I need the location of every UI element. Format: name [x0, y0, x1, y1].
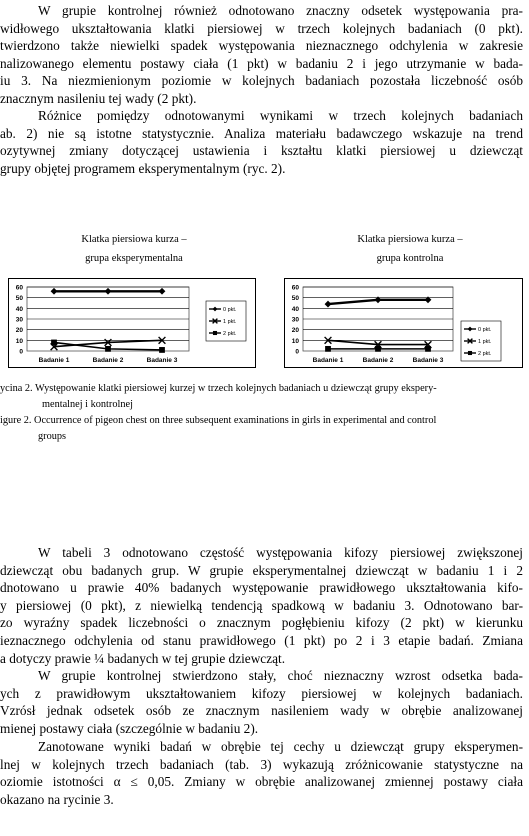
text-line: ozytywnej zmiany dotyczącej ustawienia i kształtu klatki piersiowej u dziewcząt: [0, 143, 523, 159]
data-point: [325, 346, 331, 352]
figure-caption: [0, 381, 529, 445]
text-line: okazano na rycinie 3.: [0, 791, 114, 807]
x-tick-label: Badanie 2: [92, 357, 124, 364]
text-line: nalizowanego elementu postawy ciała (1 pkt) w badaniu 2 i jego utrzymanie w bada-: [0, 55, 523, 71]
paragraph-3: [0, 544, 523, 667]
text-line: oziomie istotności α ≤ 0,05. Zmiany w obrębie analizowanej zmiennej postawy ciała: [0, 774, 523, 790]
caption-pl-line-1: ycina 2. Występowanie klatki piersiowej kurzej w trzech kolejnych badaniach u dziewcząt grupy ekspery-: [0, 383, 437, 394]
chart-2-svg: [285, 279, 522, 367]
text-line: ieznacznego odchylenia od stanu prawidłowego (1 pkt) po 2 i 3 etapie badań. Zmiana: [0, 632, 523, 648]
y-tick-label: 40: [15, 305, 23, 313]
text-line: Różnice pomiędzy odnotowanymi wynikami w trzech kolejnych badaniach: [38, 108, 523, 123]
y-tick-label: 60: [15, 284, 23, 292]
y-tick-label: 30: [291, 316, 299, 324]
y-tick-label: 0: [295, 348, 299, 356]
text-line: mienej postawy ciała (szczególnie w badaniu 2).: [0, 720, 259, 736]
caption-en-line-1: igure 2. Occurrence of pigeon chest on three subsequent examinations in girls in experimental and control: [0, 415, 437, 426]
chart-1-subtitle: grupa eksperymentalna: [85, 253, 183, 264]
text-line: W grupie kontrolnej również odnotowano znaczny odsetek występowania pra-: [38, 3, 523, 18]
text-line: ych z prawidłowym ukształtowaniem kifozy piersiowej w kolejnych badaniach.: [0, 685, 523, 701]
text-line: grupy objętej programem eksperymentalnym (ryc. 2).: [0, 160, 286, 176]
x-tick-label: Badanie 3: [146, 357, 178, 364]
y-tick-label: 60: [291, 284, 299, 292]
chart-1-svg: [9, 279, 255, 367]
data-point: [51, 340, 57, 346]
paragraph-5: [0, 738, 523, 808]
y-tick-label: 10: [291, 337, 299, 345]
y-tick-label: 50: [15, 295, 23, 303]
text-line: widłowego ukształtowania klatki piersiowej w trzech kolejnych badaniach (0 pkt).: [0, 20, 523, 36]
y-tick-label: 30: [15, 316, 23, 324]
chart-2-title-line: Klatka piersiowa kurza –: [357, 234, 463, 245]
text-line: znacznym nasileniu tej wady (2 pkt).: [0, 90, 197, 106]
x-tick-label: Badanie 3: [412, 357, 444, 364]
legend-label: 0 pkt.: [223, 307, 237, 313]
y-tick-label: 20: [291, 327, 299, 335]
x-tick-label: Badanie 1: [38, 357, 70, 364]
chart-2: [284, 278, 523, 368]
y-tick-label: 20: [15, 327, 23, 335]
data-point: [425, 346, 431, 352]
text-line: zo wyraźny spadek liczebności o znacznym pogłębieniu kifozy (2 pkt) w kierunku: [0, 615, 523, 631]
y-tick-label: 10: [15, 337, 23, 345]
paragraph-2: [0, 107, 523, 177]
y-tick-label: 40: [291, 305, 299, 313]
text-line: twierdzono także niewielki spadek występowania nieznacznego odchylenia w zakresie: [0, 38, 523, 54]
legend: [206, 301, 246, 341]
data-point: [213, 331, 217, 335]
data-point: [468, 351, 472, 355]
legend: [461, 321, 501, 361]
data-point: [159, 347, 165, 353]
text-line: lnej w kolejnych trzech badaniach (tab. 3) wykazują zróżnicowanie statystyczne na: [0, 756, 523, 772]
x-tick-label: Badanie 2: [362, 357, 394, 364]
text-line: y piersiowej (0 pkt), z niewielką tendencją spadkową w badaniu 3. Odnotowano bar-: [0, 597, 523, 613]
text-line: dnotowano u prawie 40% badanych występowanie prawidłowego ukształtowania kifo-: [0, 580, 523, 596]
text-line: dziewcząt obu badanych grup. W grupie eksperymentalnej dziewcząt w badaniu 1 i 2: [0, 562, 523, 578]
text-line: Zanotowane wyniki badań w obrębie tej cechy u dziewcząt grupy eksperymen-: [38, 739, 523, 754]
caption-en-line-2: groups: [38, 431, 67, 442]
text-line: W grupie kontrolnej stwierdzono stały, choć nieznaczny wzrost odsetka bada-: [38, 668, 523, 683]
text-line: Vzrósł jednak odsetek osób ze znacznym nasileniem wady w obrębie analizowanej: [0, 703, 523, 719]
data-point: [375, 346, 381, 352]
x-tick-label: Badanie 1: [312, 357, 344, 364]
data-point: [105, 346, 111, 352]
legend-label: 1 pkt.: [478, 339, 492, 345]
legend-label: 1 pkt.: [223, 319, 237, 325]
paragraph-4: [0, 667, 523, 737]
y-tick-label: 0: [19, 348, 23, 356]
text-line: ab. 2) nie są istotne statystycznie. Analiza materiału badawczego wskazuje na trend: [0, 125, 523, 141]
legend-label: 2 pkt.: [478, 351, 492, 357]
chart-2-title: [290, 232, 529, 266]
chart-1-title-line: Klatka piersiowa kurza –: [81, 234, 187, 245]
legend-label: 2 pkt.: [223, 331, 237, 337]
chart-1-title: [14, 232, 254, 266]
y-tick-label: 50: [291, 295, 299, 303]
text-line: W tabeli 3 odnotowano częstość występowania kifozy piersiowej zwiększonej: [38, 545, 523, 560]
legend-label: 0 pkt.: [478, 327, 492, 333]
chart-2-subtitle: grupa kontrolna: [376, 253, 444, 264]
text-line: iu 3. Na niezmienionym poziomie w kolejnych badaniach pozostała liczebność osób: [0, 73, 523, 89]
caption-pl-line-2: mentalnej i kontrolnej: [42, 399, 133, 410]
paragraph-1: [0, 2, 523, 108]
text-line: a dotyczy prawie ¼ badanych w tej grupie dziewcząt.: [0, 650, 286, 666]
chart-1: [8, 278, 256, 368]
